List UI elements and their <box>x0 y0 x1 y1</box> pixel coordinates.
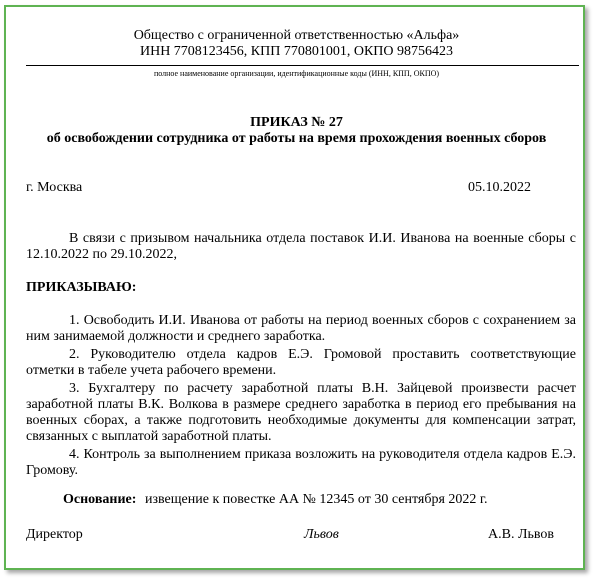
order-word: ПРИКАЗЫВАЮ: <box>26 280 137 295</box>
basis-text: извещение к повестке АА № 12345 от 30 сентября 2022 г. <box>145 492 488 507</box>
order-date: 05.10.2022 <box>468 180 531 195</box>
signatory-position: Директор <box>26 527 83 542</box>
header-divider <box>26 65 579 66</box>
signatory-name: А.В. Львов <box>488 527 554 542</box>
document-page <box>4 5 585 570</box>
order-item-3: 3. Бухгалтеру по расчету заработной платы В.Н. Зайцевой произвести расчет заработной платы В.К. Волкова в размере среднего заработка в период его пребывания на военных сборах, а также подготовить необходимые документы для компенсации затрат, связанных с выплатой заработной платы. <box>26 381 576 444</box>
order-item-4: 4. Контроль за выполнением приказа возложить на руководителя отдела кадров Е.Э. Громову. <box>26 447 576 478</box>
preamble: В связи с призывом начальника отдела поставок И.И. Иванова на военные сборы с 12.10.2022 по 29.10.2022, <box>26 231 576 262</box>
organization-name: Общество с ограниченной ответственностью «Альфа» <box>133 28 460 43</box>
signature: Львов <box>304 527 339 542</box>
order-subject: об освобождении сотрудника от работы на время прохождения военных сборов <box>46 131 547 146</box>
basis-label: Основание: <box>63 492 137 507</box>
organization-codes: ИНН 7708123456, КПП 770801001, ОКПО 98756423 <box>139 44 454 59</box>
header-caption: полное наименование организации, идентификационные коды (ИНН, КПП, ОКПО) <box>153 69 440 78</box>
order-item-1: 1. Освободить И.И. Иванова от работы на период военных сборов с сохранением за ним занимаемой должности и среднего заработка. <box>26 313 576 344</box>
order-place: г. Москва <box>26 180 83 195</box>
order-item-2: 2. Руководителю отдела кадров Е.Э. Громовой проставить соответствующие отметки в табеле учета рабочего времени. <box>26 347 576 378</box>
order-number: ПРИКАЗ № 27 <box>250 115 343 130</box>
